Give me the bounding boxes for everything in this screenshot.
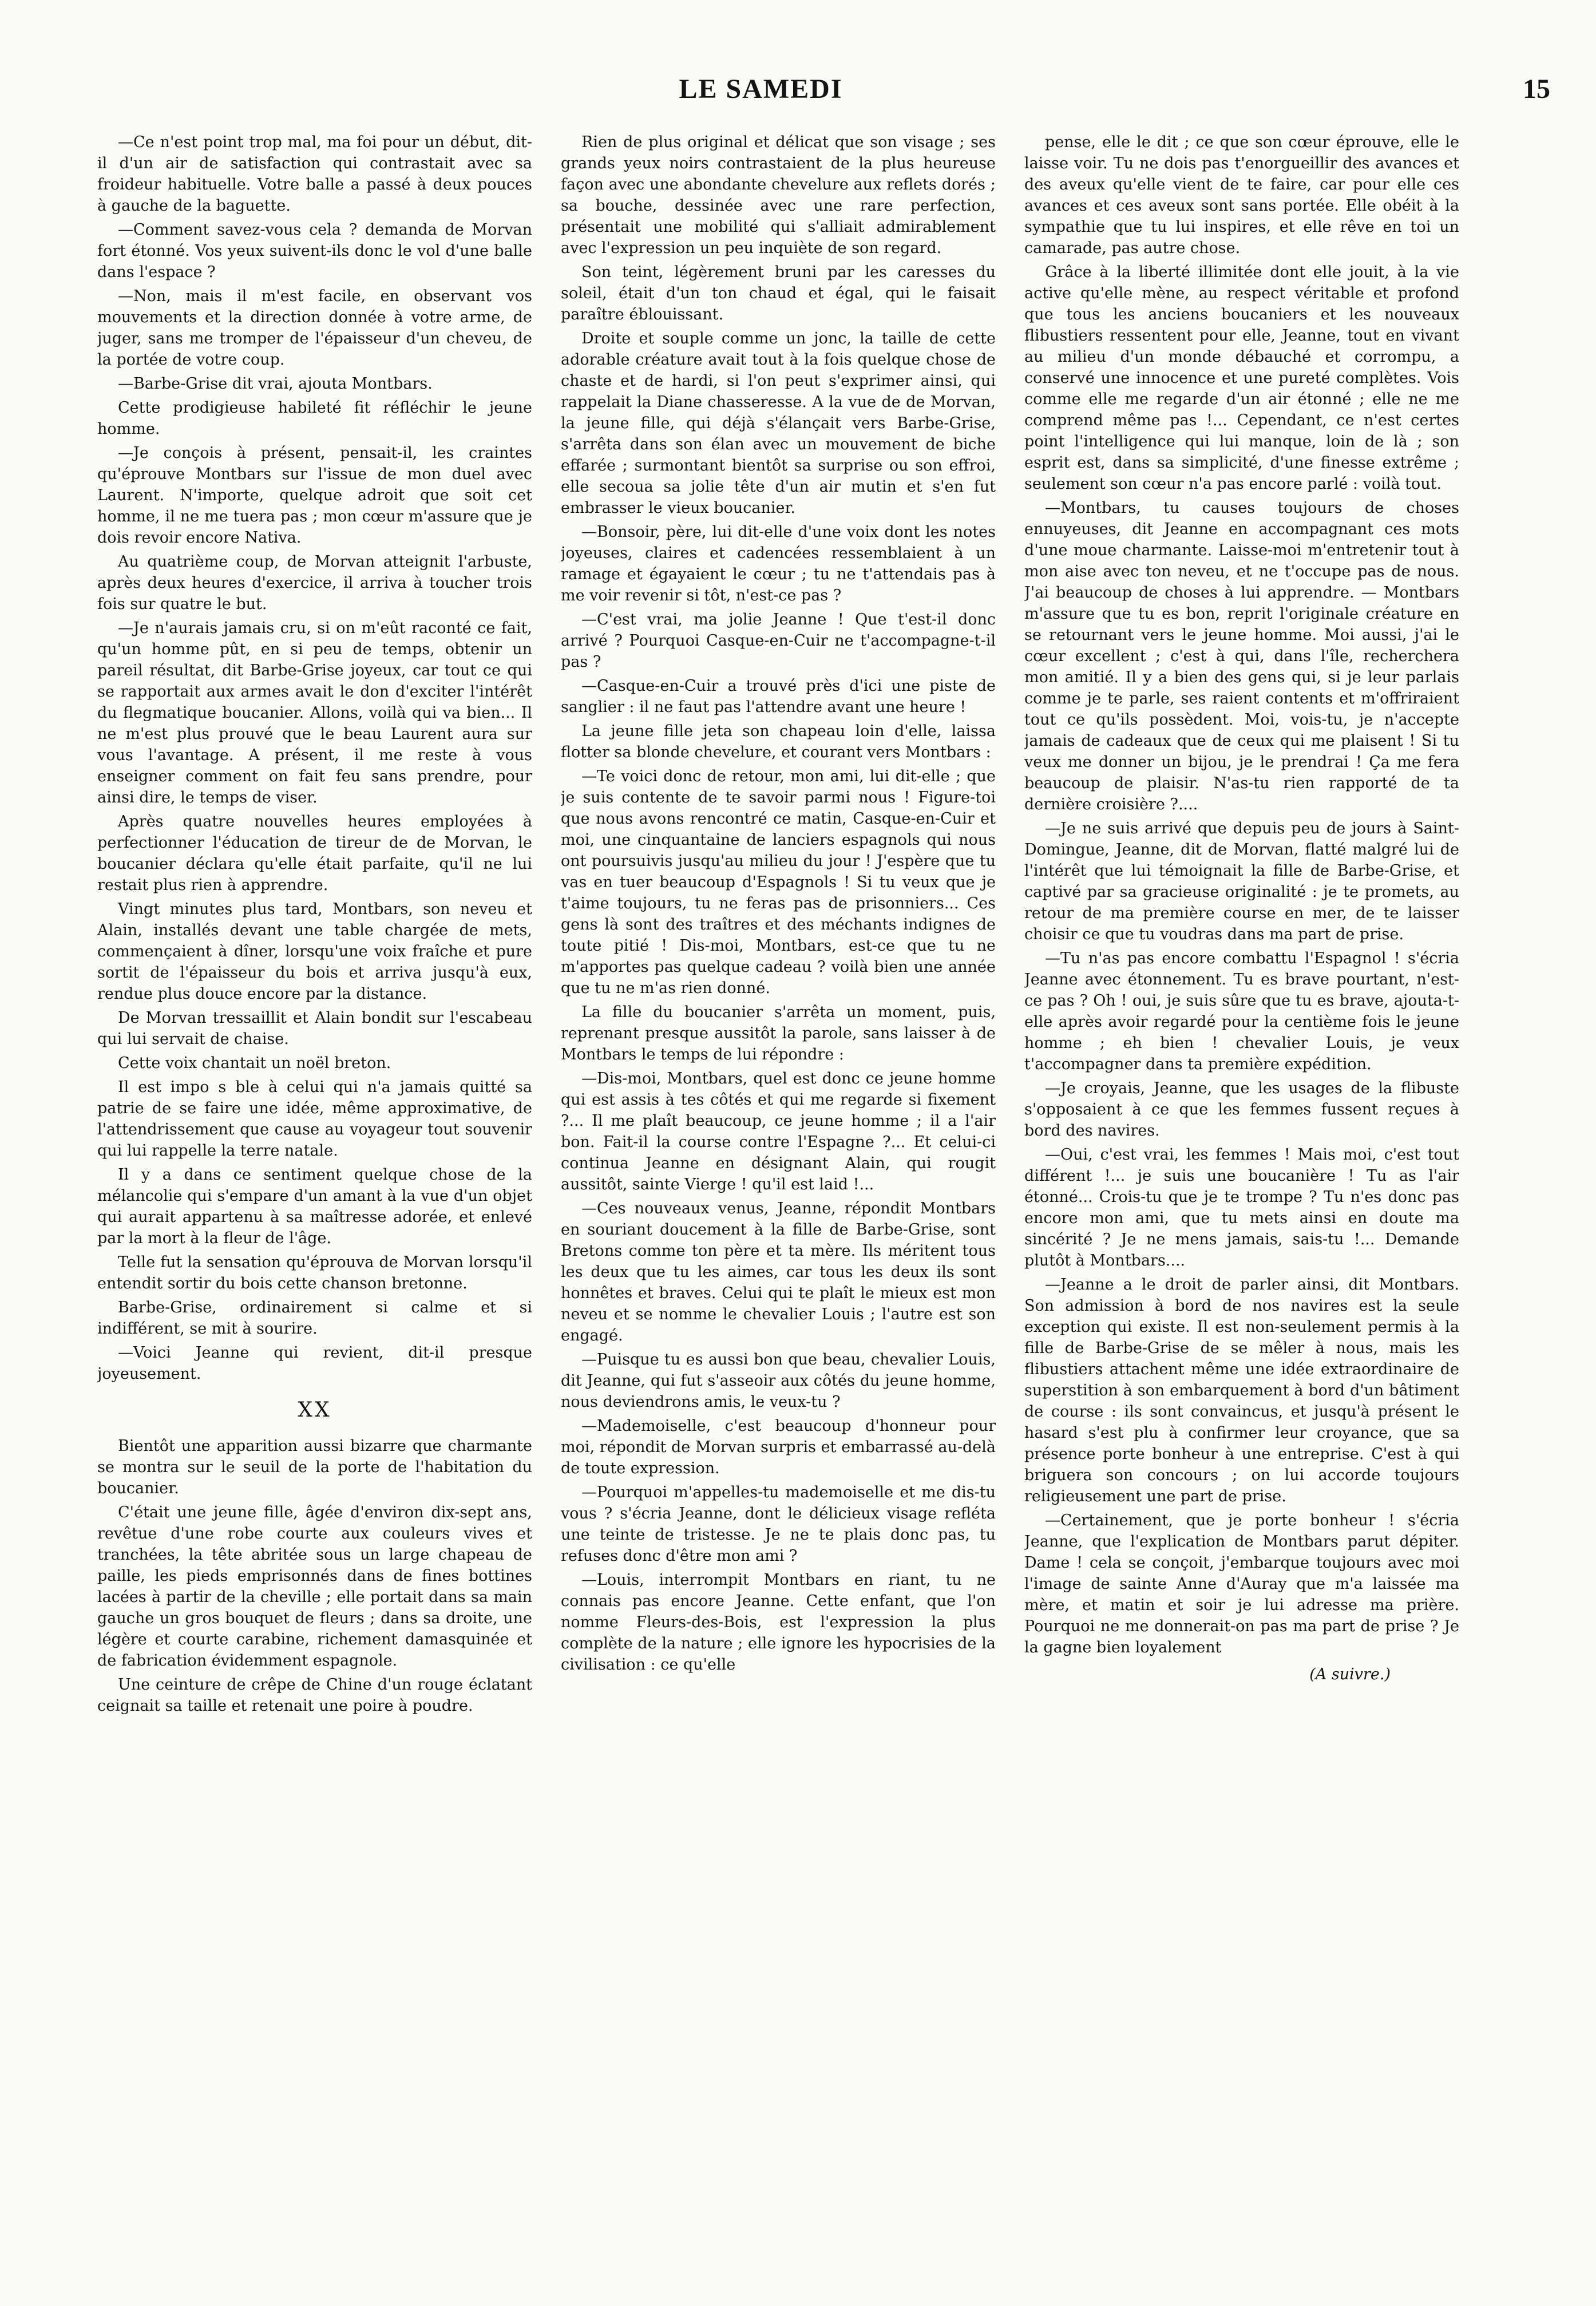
- paragraph: Il est impo s ble à celui qui n'a jamais quitté sa patrie de se faire une idée, même approximative, de l'attendrissement que cause au voyageur tout souvenir qui lui rappelle la terre natale.: [97, 1078, 532, 1160]
- paragraph: Vingt minutes plus tard, Montbars, son neveu et Alain, installés devant une table chargée de mets, commençaient à dîner, lorsqu'une voix fraîche et pure sortit de l'épaisseur du bois et arriva jusqu'à eux, rendue plus douce encore par la distance.: [97, 900, 532, 1003]
- paragraph: Rien de plus original et délicat que son visage ; ses grands yeux noirs contrastaient de la plus heureuse façon avec une abondante chevelure aux reflets dorés ; sa bouche, dessinée avec une rare perfection, présentait une mobilité qui s'alliait admirablement avec l'expression un peu inquiète de son regard.: [561, 133, 996, 257]
- paragraph: pense, elle le dit ; ce que son cœur éprouve, elle le laisse voir. Tu ne dois pas t'enorgueillir des avances et des aveux qu'elle vient de te faire, car pour elle ces avances et ces aveux sont sans portée. Elle obéit à la sympathie que tu lui inspires, et elle rêve en toi un camarade, pas autre chose.: [1024, 133, 1459, 257]
- paragraph: —Oui, c'est vrai, les femmes ! Mais moi, c'est tout différent !... je suis une boucanière ! Tu as l'air étonné... Crois-tu que je te trompe ? Tu n'es donc pas encore mon ami, que tu mets ainsi en doute ma sincérité ? Je ne mens jamais, sais-tu !... Demande plutôt à Montbars....: [1024, 1146, 1459, 1269]
- paragraph: —Casque-en-Cuir a trouvé près d'ici une piste de sanglier : il ne faut pas l'attendre avant une heure !: [561, 677, 996, 716]
- paragraph: Il y a dans ce sentiment quelque chose de la mélancolie qui s'empare d'un amant à la vue d'un objet qui aurait appartenu à sa maîtresse adorée, et enlevé par la mort à la fleur de l'âge.: [97, 1166, 532, 1247]
- paragraph: —Jeanne a le droit de parler ainsi, dit Montbars. Son admission à bord de nos navires est la seule exception qui existe. Il est non-seulement permis à la fille de Barbe-Grise de se mêler à nous, mais les flibustiers attachent même une idée extraordinaire de superstition à son embarquement à bord d'un bâtiment de course : ils sont convaincus, et jusqu'à présent le hasard s'est plu à confirmer leur croyance, que sa présence porte bonheur à une entreprise. C'est à qui briguera son concours ; on lui accorde toujours religieusement une part de prise.: [1024, 1276, 1459, 1505]
- paragraph: Cette voix chantait un noël breton.: [118, 1054, 391, 1072]
- paragraph: —C'est vrai, ma jolie Jeanne ! Que t'est-il donc arrivé ? Pourquoi Casque-en-Cuir ne t'accompagne-t-il pas ?: [561, 611, 996, 671]
- section-number: XX: [298, 1398, 332, 1422]
- paragraph: —Barbe-Grise dit vrai, ajouta Montbars.: [118, 375, 433, 393]
- paragraph: Droite et souple comme un jonc, la taille de cette adorable créature avait tout à la fois quelque chose de chaste et de hardi, si l'on peut s'exprimer ainsi, qui rappelait la Diane chasseresse. A la vue de de Morvan, la jeune fille, qui déjà s'élançait vers Barbe-Grise, s'arrêta dans son élan avec un mouvement de biche effarée ; surmontant bientôt sa surprise ou son effroi, elle secoua sa jolie tête d'un air mutin et s'en fut embrasser le vieux boucanier.: [561, 330, 996, 517]
- article-columns: [97, 132, 1459, 2284]
- paragraph: Bientôt une apparition aussi bizarre que charmante se montra sur le seuil de la porte de l'habitation du boucanier.: [97, 1437, 532, 1497]
- paragraph: —Je n'aurais jamais cru, si on m'eût raconté ce fait, qu'un homme pût, en si peu de temps, obtenir un pareil résultat, dit Barbe-Grise joyeux, car tout ce qui se rapportait aux armes avait le don d'exciter l'intérêt du flegmatique boucanier. Allons, voilà qui va bien... Il ne m'est plus prouvé que le beau Laurent aura sur vous l'avantage. A présent, il me reste à vous enseigner comment on fait feu sans prendre, pour ainsi dire, le temps de viser.: [97, 619, 532, 806]
- paragraph: Cette prodigieuse habileté fit réfléchir le jeune homme.: [97, 399, 532, 438]
- paragraph: —Ces nouveaux venus, Jeanne, répondit Montbars en souriant doucement à la fille de Barbe-Grise, sont Bretons comme ton père et ta mère. Ils méritent tous les deux que tu les aimes, car tous les deux ils sont honnêtes et braves. Celui qui te plaît le mieux est mon neveu et se nomme le chevalier Louis ; l'autre est son engagé.: [561, 1200, 996, 1344]
- paragraph: —Ce n'est point trop mal, ma foi pour un début, dit-il d'un air de satisfaction qui contrastait avec sa froideur habituelle. Votre balle a passé à deux pouces à gauche de la baguette.: [97, 133, 532, 215]
- journal-title: LE SAMEDI: [679, 74, 843, 104]
- paragraph: —Louis, interrompit Montbars en riant, tu ne connais pas encore Jeanne. Cette enfant, que l'on nomme Fleurs-des-Bois, est l'expression la plus complète de la nature ; elle ignore les hypocrisies de la civilisation : ce qu'elle: [561, 1571, 996, 1674]
- page-header: [63, 73, 1550, 113]
- paragraph: —Non, mais il m'est facile, en observant vos mouvements et la direction donnée à votre arme, de juger, sans me tromper de l'épaisseur d'un cheveu, de la portée de votre coup.: [97, 287, 532, 369]
- paragraph: —Te voici donc de retour, mon ami, lui dit-elle ; que je suis contente de te savoir parmi nous ! Figure-toi que nous avons rencontré ce matin, Casque-en-Cuir et moi, une cinquantaine de lanciers espagnols qui nous ont poursuivis jusqu'au milieu du jour ! J'espère que tu vas en tuer beaucoup d'Espagnols ! Si tu veux que je t'aime toujours, tu ne feras pas de prisonniers... Ces gens là sont des traîtres et des méchants indignes de toute pitié ! Dis-moi, Montbars, est-ce que tu ne m'apportes pas quelque cadeau ? voilà bien une année que tu ne m'as rien donné.: [561, 768, 996, 997]
- paragraph: Une ceinture de crêpe de Chine d'un rouge éclatant ceignait sa taille et retenait une poire à poudre.: [97, 1676, 532, 1715]
- paragraph: —Mademoiselle, c'est beaucoup d'honneur pour moi, répondit de Morvan surpris et embarrassé au-delà de toute expression.: [561, 1417, 996, 1477]
- paragraph: —Montbars, tu causes toujours de choses ennuyeuses, dit Jeanne en accompagnant ces mots d'une moue charmante. Laisse-moi m'entretenir tout à mon aise avec ton neveu, et ne t'occupe pas de nous. J'ai beaucoup de choses à lui apprendre. — Montbars m'assure que tu es bon, reprit l'originale créature en se retournant vers le jeune homme. Moi aussi, j'ai le cœur excellent ; c'est à qui, dans l'île, recherchera mon amitié. Il y a bien des gens qui, si je leur parlais comme je te parle, ses raient contents et m'offriraient tout ce qu'ils possèdent. Moi, vois-tu, je n'accepte jamais de cadeaux que de ceux qui me plaisent ! Si tu veux me donner un bijou, je le prendrai ! Ça me fera beaucoup de plaisir. N'as-tu rien rapporté de ta dernière croisière ?....: [1024, 499, 1459, 813]
- column-1: [97, 132, 532, 2284]
- paragraph: —Bonsoir, père, lui dit-elle d'une voix dont les notes joyeuses, claires et cadencées ressemblaient à un ramage et égayaient le cœur ; tu ne t'attendais pas à me voir revenir si tôt, n'est-ce pas ?: [561, 523, 996, 604]
- paragraph: Après quatre nouvelles heures employées à perfectionner l'éducation de tireur de de Morvan, le boucanier déclara qu'elle était parfaite, qu'il ne lui restait plus rien à apprendre.: [97, 813, 532, 894]
- paragraph: —Certainement, que je porte bonheur ! s'écria Jeanne, que l'explication de Montbars parut dépiter. Dame ! cela se conçoit, j'embarque toujours avec moi l'image de sainte Anne d'Auray que m'a laissée ma mère, et matin et soir je lui adresse ma prière. Pourquoi ne me donnerait-on pas ma part de prise ? Je la gagne bien loyalement: [1024, 1512, 1459, 1656]
- paragraph: —Voici Jeanne qui revient, dit-il presque joyeusement.: [97, 1344, 532, 1383]
- paragraph: Au quatrième coup, de Morvan atteignit l'arbuste, après deux heures d'exercice, il arriva à toucher trois fois sur quatre le but.: [97, 553, 532, 613]
- paragraph: La fille du boucanier s'arrêta un moment, puis, reprenant presque aussitôt la parole, sans laisser à de Montbars le temps de lui répondre :: [561, 1003, 996, 1063]
- paragraph: —Je croyais, Jeanne, que les usages de la flibuste s'opposaient à ce que les femmes fussent reçues à bord des navires.: [1024, 1079, 1459, 1140]
- paragraph: —Pourquoi m'appelles-tu mademoiselle et me dis-tu vous ? s'écria Jeanne, dont le délicieux visage refléta une teinte de tristesse. Je ne te plais donc pas, tu refuses donc d'être mon ami ?: [561, 1484, 996, 1565]
- paragraph: La jeune fille jeta son chapeau loin d'elle, laissa flotter sa blonde chevelure, et courant vers Montbars :: [561, 722, 996, 761]
- page-number: 15: [1523, 74, 1550, 104]
- paragraph: De Morvan tressaillit et Alain bondit sur l'escabeau qui lui servait de chaise.: [97, 1009, 532, 1048]
- paragraph: —Puisque tu es aussi bon que beau, chevalier Louis, dit Jeanne, qui fut s'asseoir aux côtés du jeune homme, nous deviendrons amis, le veux-tu ?: [561, 1351, 996, 1411]
- paragraph: —Je conçois à présent, pensait-il, les craintes qu'éprouve Montbars sur l'issue de mon duel avec Laurent. N'importe, quelque adroit que soit cet homme, il ne me tuera pas ; mon cœur m'assure que je dois revoir encore Nativa.: [97, 444, 532, 547]
- column-3: [1024, 132, 1459, 2284]
- to-be-continued: (A suivre.): [1309, 1666, 1391, 1683]
- paragraph: Telle fut la sensation qu'éprouva de Morvan lorsqu'il entendit sortir du bois cette chanson bretonne.: [97, 1253, 532, 1292]
- column-2: [561, 132, 996, 2284]
- paragraph: Grâce à la liberté illimitée dont elle jouit, à la vie active qu'elle mène, au respect véritable et profond que tous les anciens boucaniers et les nouveaux flibustiers ressentent pour elle, Jeanne, tout en vivant au milieu d'un monde débauché et corrompu, a conservé une innocence et une pureté complètes. Vois comme elle me regarde d'un air étonné ; elle ne me comprend même pas !... Cependant, ce n'est certes point l'intelligence qui lui manque, loin de là ; son esprit est, dans sa simplicité, d'une finesse extrême ; seulement son cœur n'a pas encore parlé : voilà tout.: [1024, 263, 1459, 493]
- paragraph: —Tu n'as pas encore combattu l'Espagnol ! s'écria Jeanne avec étonnement. Tu es brave pourtant, n'est-ce pas ? Oh ! oui, je suis sûre que tu es brave, ajouta-t-elle après avoir regardé pour la centième fois le jeune homme ; eh bien ! chevalier Louis, je veux t'accompagner dans ta première expédition.: [1024, 950, 1459, 1073]
- paragraph: C'était une jeune fille, âgée d'environ dix-sept ans, revêtue d'une robe courte aux couleurs vives et tranchées, la tête abritée sous un large chapeau de paille, les pieds emprisonnés dans de fines bottines lacées à partir de la cheville ; elle portait dans sa main gauche un gros bouquet de fleurs ; dans sa droite, une légère et courte carabine, richement damasquinée et de fabrication évidemment espagnole.: [97, 1504, 532, 1670]
- paragraph: Barbe-Grise, ordinairement si calme et si indifférent, se mit à sourire.: [97, 1299, 532, 1338]
- paragraph: —Je ne suis arrivé que depuis peu de jours à Saint-Domingue, Jeanne, dit de Morvan, flatté malgré lui de l'intérêt que lui témoignait la fille de Barbe-Grise, et captivé par sa gracieuse originalité : je te promets, au retour de ma première course en mer, de te laisser choisir ce que tu voudras dans ma part de prise.: [1024, 820, 1459, 943]
- paragraph: —Comment savez-vous cela ? demanda de Morvan fort étonné. Vos yeux suivent-ils donc le vol d'une balle dans l'espace ?: [97, 221, 532, 281]
- paragraph: —Dis-moi, Montbars, quel est donc ce jeune homme qui est assis à tes côtés et qui me regarde si fixement ?... Il me plaît beaucoup, ce jeune homme ; il a l'air bon. Fait-il la course contre l'Espagne ?... Et celui-ci continua Jeanne en désignant Alain, qui rougit aussitôt, sainte Vierge ! qu'il est laid !...: [561, 1070, 996, 1193]
- paragraph: Son teint, légèrement bruni par les caresses du soleil, était d'un ton chaud et égal, qui le faisait paraître éblouissant.: [561, 263, 996, 323]
